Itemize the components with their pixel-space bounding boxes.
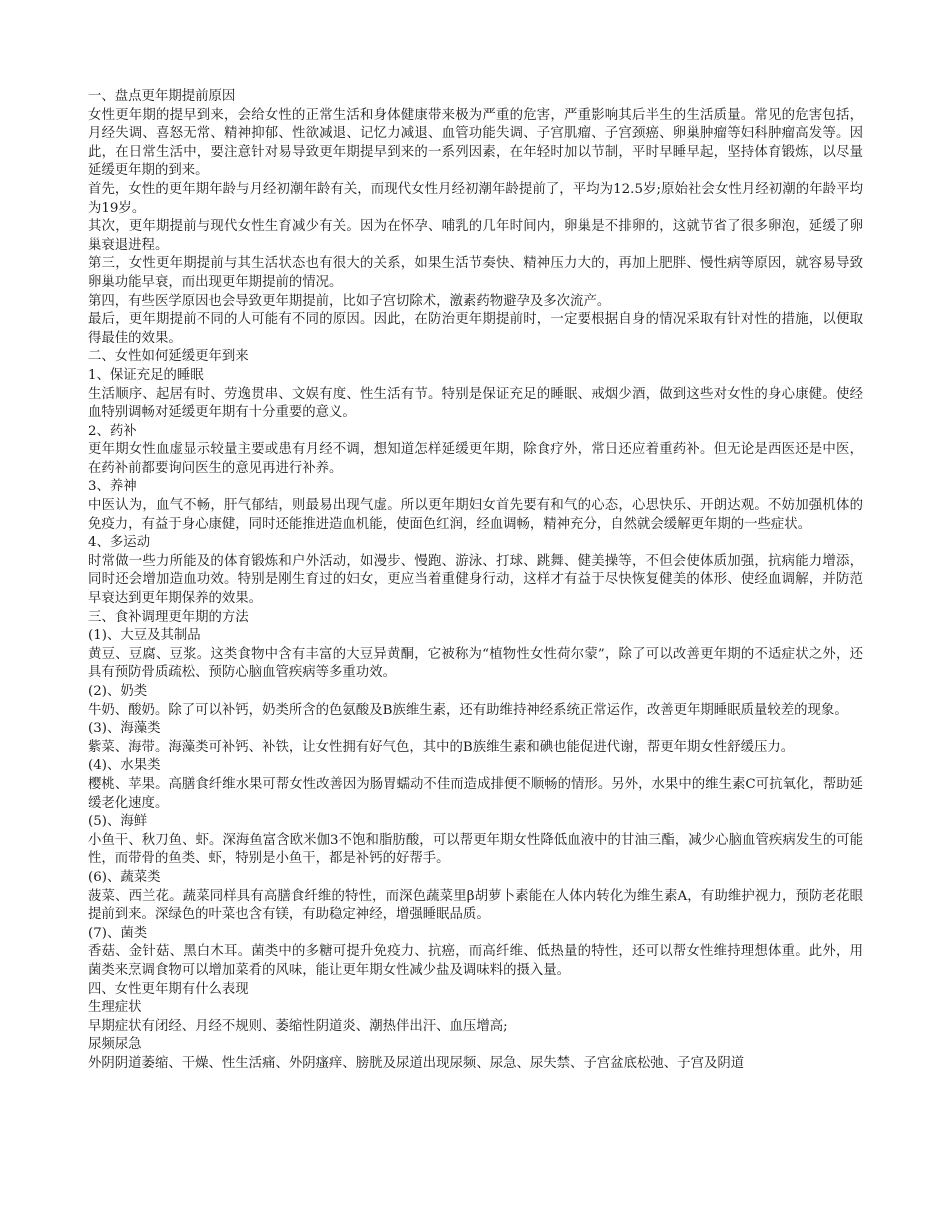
subheading: 尿频尿急 — [88, 1037, 142, 1053]
subheading: 生理症状 — [88, 1000, 142, 1016]
subheading: (3)、海藻类 — [88, 721, 161, 737]
section-heading-4: 四、女性更年期有什么表现 — [88, 981, 249, 997]
subheading: 2、药补 — [88, 423, 137, 439]
subheading: (1)、大豆及其制品 — [88, 628, 201, 644]
paragraph: 香菇、金针菇、黑白木耳。菌类中的多糖可提升免疫力、抗癌，而高纤维、低热量的特性，还可以帮女性维持理想体重。此外，用菌类来烹调食物可以增加菜肴的风味，能让更年期女性减少盐及调味料的摄入量。 — [88, 944, 863, 978]
paragraph: 生活顺序、起居有时、劳逸贯串、文娱有度、性生活有节。特别是保证充足的睡眠、戒烟少酒，做到这些对女性的身心康健。使经血特别调畅对延缓更年期有十分重要的意义。 — [88, 386, 863, 421]
section-heading-1: 一、盘点更年期提前原因 — [88, 89, 236, 104]
paragraph: 中医认为，血气不畅，肝气郁结，则最易出现气虚。所以更年期妇女首先要有和气的心态，心思快乐、开朗达观。不妨加强机体的免疫力，有益于身心康健，同时还能推进造血机能，使面色红润，经血调畅，精神充分，自然就会缓解更年期的一些症状。 — [88, 498, 863, 532]
subheading: 4、多运动 — [88, 535, 151, 551]
subheading: (5)、海鲜 — [88, 814, 148, 830]
paragraph: 最后，更年期提前不同的人可能有不同的原因。因此，在防治更年期提前时，一定要根据自身的情况采取有针对性的措施，以便取得最佳的效果。 — [88, 312, 863, 346]
paragraph: 女性更年期的提早到来，会给女性的正常生活和身体健康带来极为严重的危害，严重影响其后半生的生活质量。常见的危害包括，月经失调、喜怒无常、精神抑郁、性欲减退、记忆力减退、血管功能失调、子宫肌瘤、子宫颈癌、卵巢肿瘤等妇科肿瘤高发等。因此，在日常生活中，要注意针对易导致更年期提早到来的一系列因素，在年轻时加以节制，平时早睡早起，坚持体育锻炼，以尽量延缓更年期的到来。 — [88, 107, 863, 179]
paragraph: 第四，有些医学原因也会导致更年期提前，比如子宫切除术，激素药物避孕及多次流产。 — [88, 293, 611, 309]
subheading: (6)、蔬菜类 — [88, 869, 161, 885]
paragraph: 更年期女性血虚显示较量主要或患有月经不调，想知道怎样延缓更年期，除食疗外，常日还应着重药补。但无论是西医还是中医，在药补前都要询问医生的意见再进行补养。 — [88, 442, 863, 476]
paragraph: 时常做一些力所能及的体育锻炼和户外活动，如漫步、慢跑、游泳、打球、跳舞、健美操等，不但会使体质加强，抗病能力增添，同时还会增加造血功效。特别是刚生育过的妇女，更应当着重健身行动，这样才有益于尽快恢复健美的体形、使经血调解，并防范早衰达到更年期保养的效果。 — [88, 553, 863, 607]
paragraph: 外阴阴道萎缩、干燥、性生活痛、外阴瘙痒、膀胱及尿道出现尿频、尿急、尿失禁、子宫盆底松弛、子宫及阴道 — [88, 1055, 745, 1071]
paragraph: 小鱼干、秋刀鱼、虾。深海鱼富含欧米伽3不饱和脂肪酸，可以帮更年期女性降低血液中的甘油三酯，减少心脑血管疾病发生的可能性，而带骨的鱼类、虾，特别是小鱼干，都是补钙的好帮手。 — [88, 832, 863, 867]
paragraph: 樱桃、苹果。高膳食纤维水果可帮女性改善因为肠胃蠕动不佳而造成排便不顺畅的情形。另外，水果中的维生素C可抗氧化，帮助延缓老化速度。 — [88, 776, 863, 811]
paragraph: 紫菜、海带。海藻类可补钙、补铁，让女性拥有好气色，其中的B族维生素和碘也能促进代谢，帮更年期女性舒缓压力。 — [88, 739, 795, 755]
subheading: (4)、水果类 — [88, 758, 161, 774]
subheading: 1、保证充足的睡眠 — [88, 367, 204, 383]
subheading: (7)、菌类 — [88, 925, 148, 941]
paragraph: 黄豆、豆腐、豆浆。这类食物中含有丰富的大豆异黄酮，它被称为“植物性女性荷尔蒙”，除了可以改善更年期的不适症状之外，还具有预防骨质疏松、预防心脑血管疾病等多重功效。 — [88, 646, 863, 681]
document-body — [88, 88, 863, 1073]
section-heading-3: 三、食补调理更年期的方法 — [88, 609, 249, 625]
paragraph: 牛奶、酸奶。除了可以补钙，奶类所含的色氨酸及B族维生素，还有助维持神经系统正常运作，改善更年期睡眠质量较差的现象。 — [88, 702, 848, 718]
subheading: (2)、奶类 — [88, 684, 148, 699]
paragraph: 首先，女性的更年期年龄与月经初潮年龄有关，而现代女性月经初潮年龄提前了，平均为12.5岁;原始社会女性月经初潮的年龄平均为19岁。 — [88, 181, 863, 216]
section-heading-2: 二、女性如何延缓更年到来 — [88, 349, 249, 365]
paragraph: 早期症状有闭经、月经不规则、萎缩性阴道炎、潮热伴出汗、血压增高; — [88, 1018, 508, 1034]
paragraph: 第三，女性更年期提前与其生活状态也有很大的关系，如果生活节奏快、精神压力大的，再加上肥胖、慢性病等原因，就容易导致卵巢功能早衰，而出现更年期提前的情况。 — [88, 256, 863, 290]
subheading: 3、养神 — [88, 479, 137, 495]
paragraph: 其次，更年期提前与现代女性生育减少有关。因为在怀孕、哺乳的几年时间内，卵巢是不排卵的，这就节省了很多卵泡，延缓了卵巢衰退进程。 — [88, 219, 863, 253]
paragraph: 菠菜、西兰花。蔬菜同样具有高膳食纤维的特性，而深色蔬菜里β胡萝卜素能在人体内转化为维生素A，有助维护视力，预防老花眼提前到来。深绿色的叶菜也含有镁，有助稳定神经，增强睡眠品质。 — [88, 888, 863, 923]
